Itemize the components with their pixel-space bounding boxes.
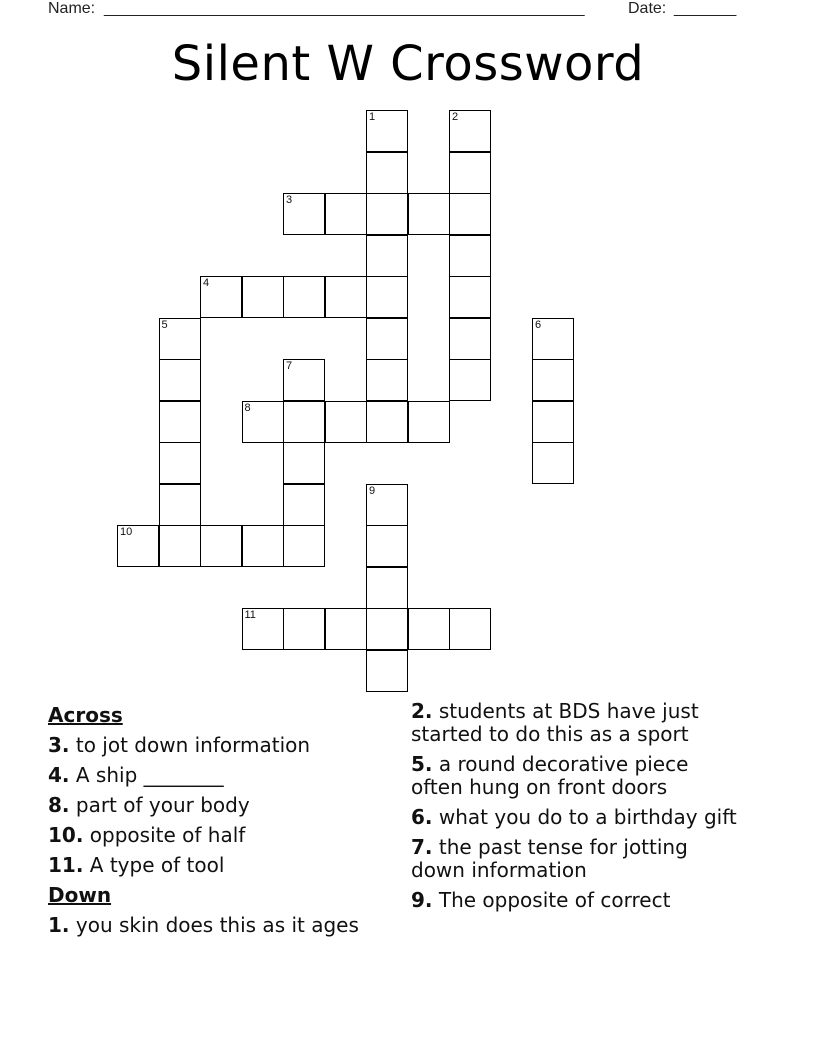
crossword-cell[interactable] xyxy=(408,193,450,235)
crossword-cell[interactable] xyxy=(449,235,491,277)
crossword-cell[interactable] xyxy=(366,567,408,609)
crossword-cell[interactable] xyxy=(449,318,491,360)
clues-left-column xyxy=(48,700,398,940)
across-heading: Across xyxy=(48,703,123,727)
clue-text: what you do to a birthday gift xyxy=(432,805,737,829)
cell-number: 7 xyxy=(286,360,293,372)
name-label: Name: xyxy=(48,0,96,17)
clue-number: 5. xyxy=(411,752,433,776)
clue-text: The opposite of correct xyxy=(432,888,671,912)
clue-text: part of your body xyxy=(69,793,250,817)
crossword-cell[interactable] xyxy=(159,359,201,401)
crossword-cell[interactable] xyxy=(283,608,325,650)
date-label: Date: xyxy=(628,0,667,17)
down-clue xyxy=(411,836,741,882)
down-heading: Down xyxy=(48,883,112,907)
crossword-cell[interactable] xyxy=(159,525,201,567)
crossword-cell[interactable] xyxy=(366,110,408,152)
clue-number: 10. xyxy=(48,823,84,847)
crossword-cell[interactable] xyxy=(283,484,325,526)
crossword-cell[interactable] xyxy=(283,359,325,401)
clue-number: 9. xyxy=(411,888,433,912)
across-clue xyxy=(48,730,398,760)
crossword-cell[interactable] xyxy=(159,401,201,443)
crossword-cell[interactable] xyxy=(325,276,367,318)
crossword-cell[interactable] xyxy=(449,276,491,318)
clue-text: opposite of half xyxy=(83,823,246,847)
crossword-cell[interactable] xyxy=(242,525,284,567)
crossword-cell[interactable] xyxy=(532,442,574,484)
name-field[interactable]: ______________________________________________________ xyxy=(104,0,585,17)
crossword-cell[interactable] xyxy=(532,318,574,360)
across-clue-list xyxy=(48,730,398,880)
crossword-cell[interactable] xyxy=(366,193,408,235)
crossword-cell[interactable] xyxy=(117,525,159,567)
clue-number: 2. xyxy=(411,699,433,723)
crossword-cell[interactable] xyxy=(325,608,367,650)
crossword-cell[interactable] xyxy=(283,442,325,484)
cell-number: 4 xyxy=(203,277,210,289)
crossword-cell[interactable] xyxy=(200,276,242,318)
clue-text: you skin does this as it ages xyxy=(69,913,359,937)
crossword-cell[interactable] xyxy=(532,401,574,443)
crossword-cell[interactable] xyxy=(532,359,574,401)
crossword-cell[interactable] xyxy=(366,484,408,526)
crossword-cell[interactable] xyxy=(449,152,491,194)
crossword-cell[interactable] xyxy=(449,608,491,650)
crossword-cell[interactable] xyxy=(159,442,201,484)
across-clue xyxy=(48,850,398,880)
date-field[interactable]: _______ xyxy=(674,0,737,17)
across-clue xyxy=(48,820,398,850)
cell-number: 2 xyxy=(452,111,459,123)
crossword-cell[interactable] xyxy=(242,608,284,650)
crossword-cell[interactable] xyxy=(408,608,450,650)
crossword-cell[interactable] xyxy=(366,401,408,443)
cell-number: 3 xyxy=(286,194,293,206)
down-clue xyxy=(411,753,741,799)
clue-number: 7. xyxy=(411,835,433,859)
across-clue xyxy=(48,760,398,790)
clue-number: 4. xyxy=(48,763,70,787)
clue-text: students at BDS have just started to do this as a sport xyxy=(411,699,699,746)
clue-text: the past tense for jotting down information xyxy=(411,835,688,882)
down-clue xyxy=(411,889,741,912)
crossword-cell[interactable] xyxy=(449,110,491,152)
crossword-cell[interactable] xyxy=(366,359,408,401)
cell-number: 1 xyxy=(369,111,376,123)
cell-number: 11 xyxy=(244,609,256,621)
crossword-cell[interactable] xyxy=(283,401,325,443)
crossword-cell[interactable] xyxy=(366,235,408,277)
clue-number: 1. xyxy=(48,913,70,937)
cell-number: 5 xyxy=(161,318,168,331)
crossword-cell[interactable] xyxy=(366,650,408,692)
clue-number: 3. xyxy=(48,733,70,757)
clue-text: a round decorative piece often hung on front doors xyxy=(411,752,689,799)
crossword-cell[interactable] xyxy=(366,525,408,567)
crossword-cell[interactable] xyxy=(159,318,201,360)
down-clue xyxy=(411,700,741,746)
clue-text: to jot down information xyxy=(69,733,311,757)
crossword-cell[interactable] xyxy=(283,276,325,318)
down-clue xyxy=(411,806,741,829)
crossword-cell[interactable] xyxy=(283,525,325,567)
cell-number: 9 xyxy=(369,484,376,497)
crossword-cell[interactable] xyxy=(283,193,325,235)
clues-right-column xyxy=(411,700,741,919)
crossword-cell[interactable] xyxy=(242,276,284,318)
cell-number: 6 xyxy=(535,318,542,331)
crossword-cell[interactable] xyxy=(325,401,367,443)
down-clue-1 xyxy=(48,910,398,940)
across-clue xyxy=(48,790,398,820)
clue-text: A ship ________ xyxy=(69,763,224,787)
clue-text: A type of tool xyxy=(83,853,225,877)
crossword-cell[interactable] xyxy=(366,276,408,318)
crossword-cell[interactable] xyxy=(325,193,367,235)
crossword-cell[interactable] xyxy=(449,193,491,235)
crossword-cell[interactable] xyxy=(449,359,491,401)
clue-number: 11. xyxy=(48,853,84,877)
crossword-cell[interactable] xyxy=(366,152,408,194)
clue-number: 6. xyxy=(411,805,433,829)
crossword-cell[interactable] xyxy=(159,484,201,526)
crossword-cell[interactable] xyxy=(408,401,450,443)
cell-number: 8 xyxy=(244,401,251,414)
crossword-cell[interactable] xyxy=(366,608,408,650)
crossword-cell[interactable] xyxy=(242,401,284,443)
crossword-cell[interactable] xyxy=(200,525,242,567)
page-title: Silent W Crossword xyxy=(171,36,645,92)
cell-number: 10 xyxy=(120,526,133,538)
crossword-cell[interactable] xyxy=(366,318,408,360)
clue-number: 8. xyxy=(48,793,70,817)
